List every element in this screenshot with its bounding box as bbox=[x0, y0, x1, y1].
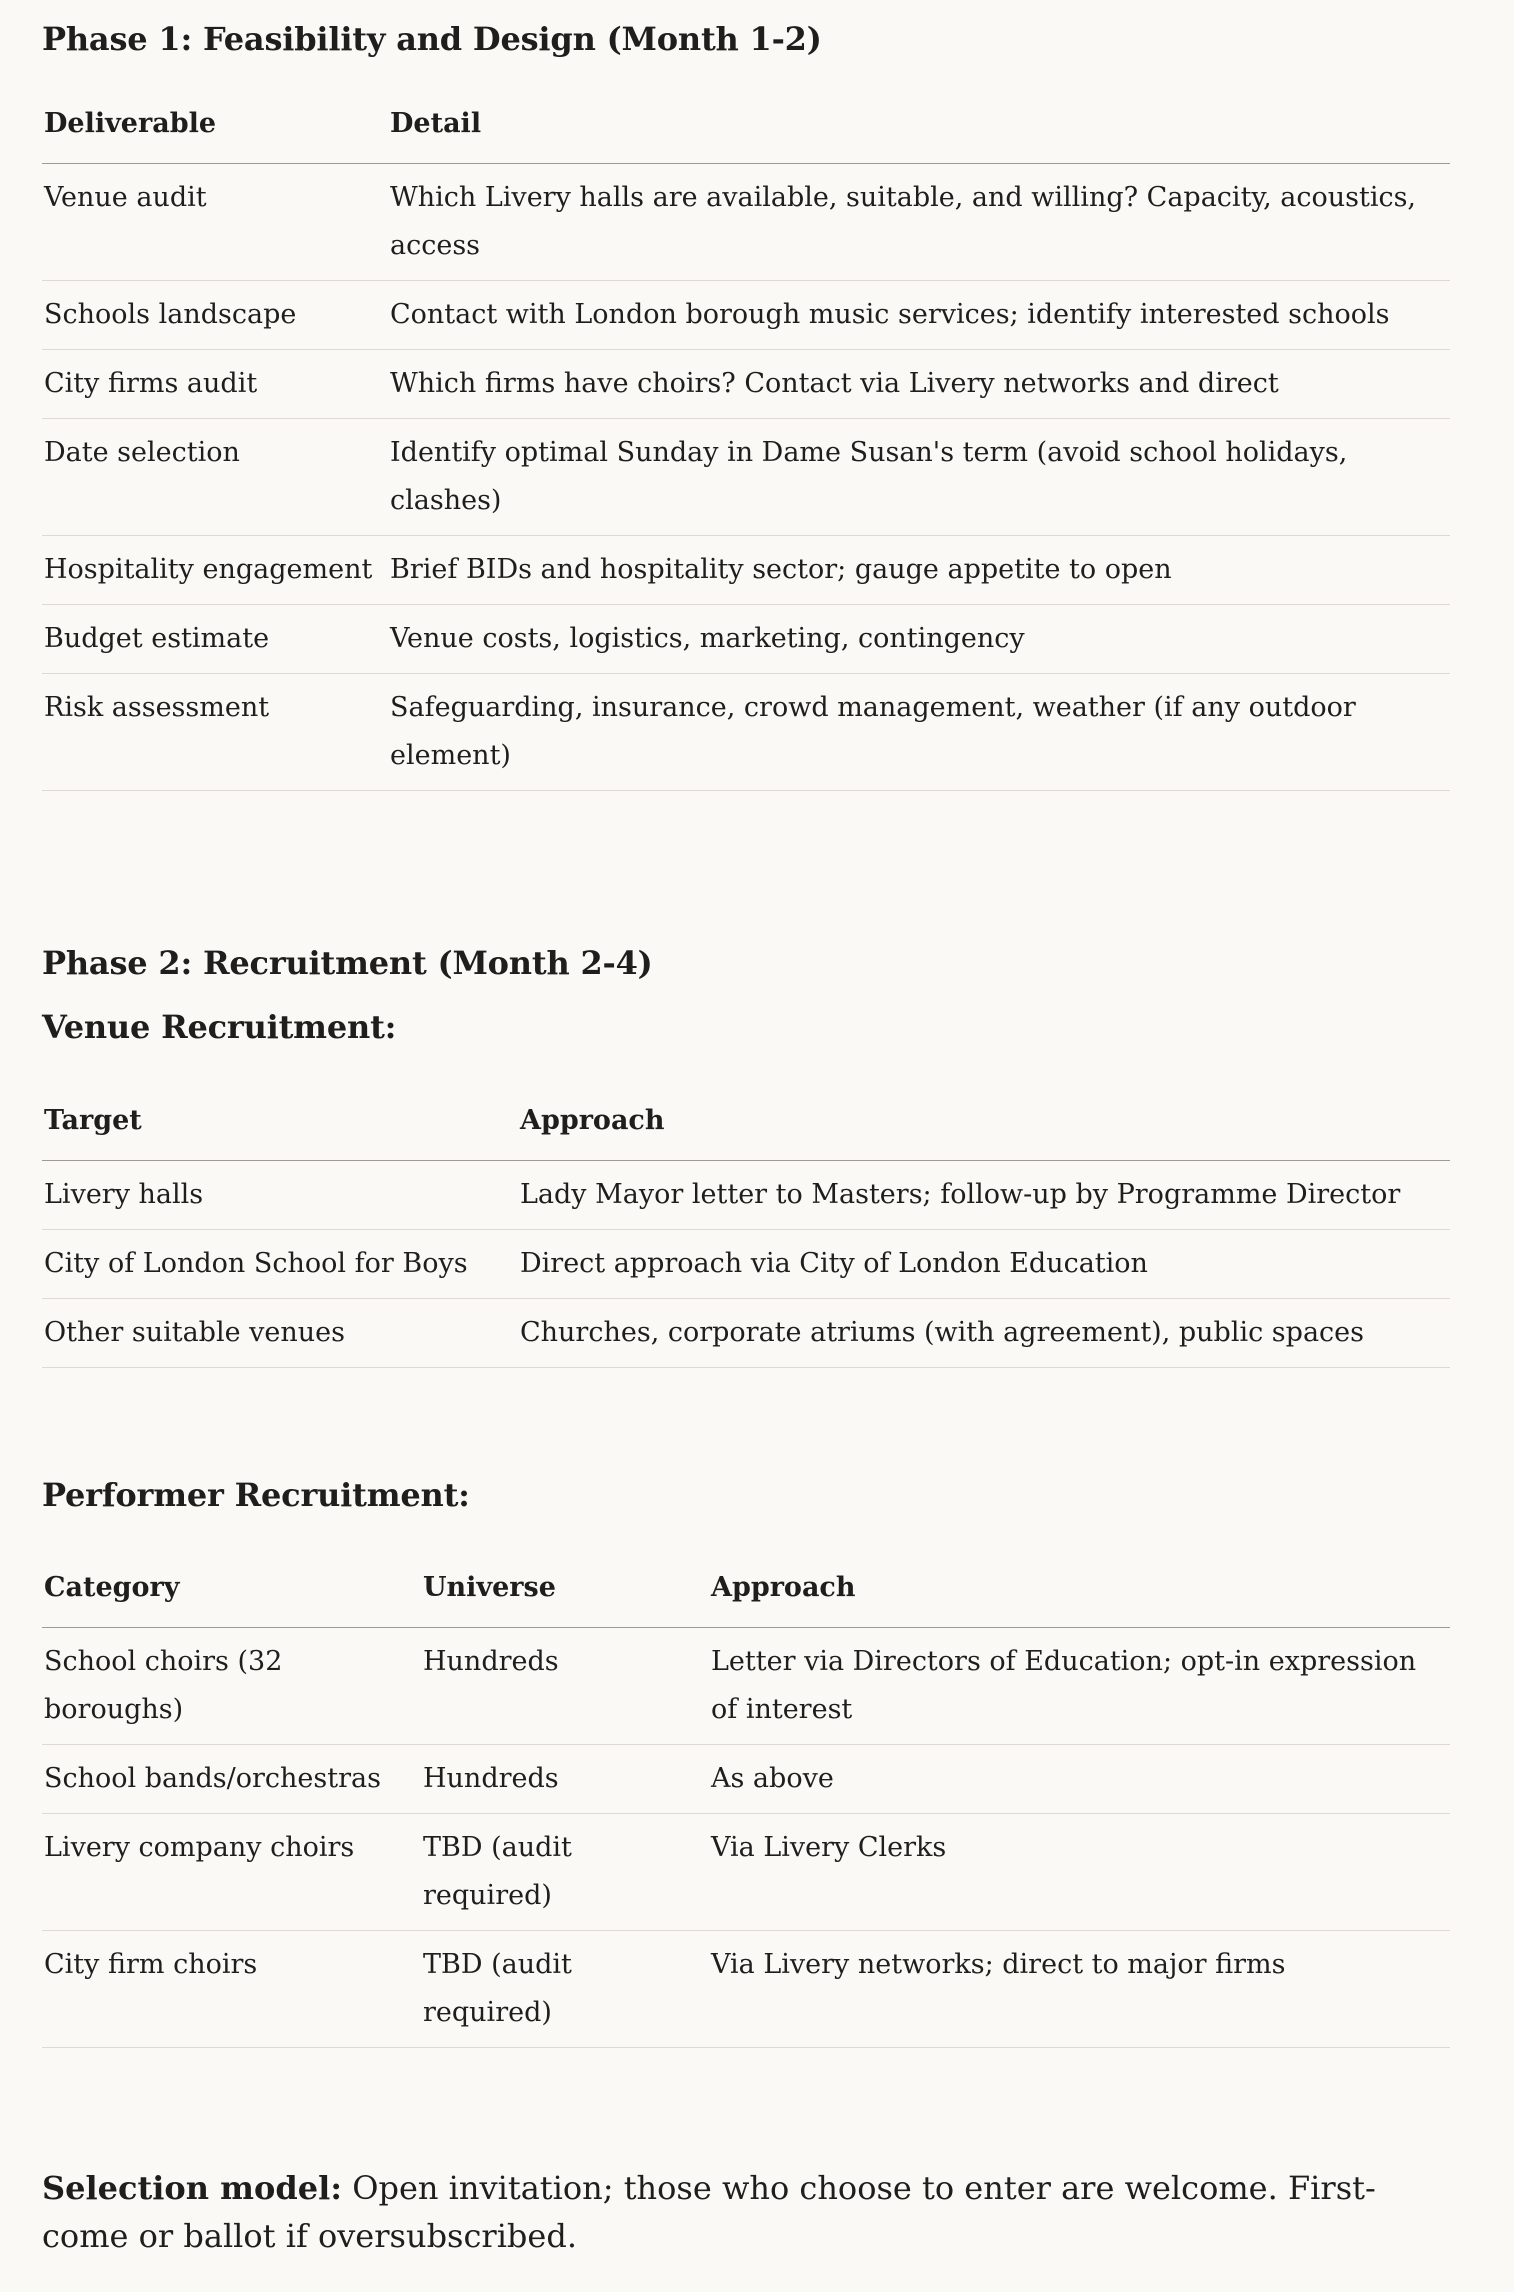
table-cell: Schools landscape bbox=[42, 281, 388, 350]
table-row bbox=[42, 419, 1450, 536]
table-cell: Livery halls bbox=[42, 1161, 518, 1230]
table-row bbox=[42, 164, 1450, 281]
column-header: Deliverable bbox=[42, 83, 388, 164]
table-cell: Hundreds bbox=[421, 1628, 709, 1745]
table-row bbox=[42, 536, 1450, 605]
table-cell: Lady Mayor letter to Masters; follow-up by Programme Director bbox=[518, 1161, 1450, 1230]
table-row bbox=[42, 350, 1450, 419]
table-cell: City of London School for Boys bbox=[42, 1230, 518, 1299]
table-cell: Letter via Directors of Education; opt-in expression of interest bbox=[709, 1628, 1450, 1745]
table-cell: School choirs (32 boroughs) bbox=[42, 1628, 421, 1745]
table-row bbox=[42, 1628, 1450, 1745]
table-cell: Livery company choirs bbox=[42, 1814, 421, 1931]
table-cell: Contact with London borough music services; identify interested schools bbox=[388, 281, 1450, 350]
table-cell: Which firms have choirs? Contact via Livery networks and direct bbox=[388, 350, 1450, 419]
phase1-heading: Phase 1: Feasibility and Design (Month 1-2) bbox=[42, 20, 822, 58]
table-cell: Brief BIDs and hospitality sector; gauge appetite to open bbox=[388, 536, 1450, 605]
table-cell: Venue costs, logistics, marketing, contingency bbox=[388, 605, 1450, 674]
table-row bbox=[42, 1814, 1450, 1931]
table-cell: Other suitable venues bbox=[42, 1299, 518, 1368]
column-header: Detail bbox=[388, 83, 1450, 164]
table-cell: Date selection bbox=[42, 419, 388, 536]
table-cell: As above bbox=[709, 1745, 1450, 1814]
selection-model-label: Selection model: bbox=[42, 2169, 343, 2207]
table-cell: Via Livery Clerks bbox=[709, 1814, 1450, 1931]
table-header-row bbox=[42, 1547, 1450, 1628]
table-cell: Hospitality engagement bbox=[42, 536, 388, 605]
table-row bbox=[42, 1299, 1450, 1368]
column-header: Category bbox=[42, 1547, 421, 1628]
table-cell: Direct approach via City of London Education bbox=[518, 1230, 1450, 1299]
performer-recruitment-heading: Performer Recruitment: bbox=[42, 1476, 470, 1514]
column-header: Approach bbox=[709, 1547, 1450, 1628]
table-cell: Risk assessment bbox=[42, 674, 388, 791]
table-row bbox=[42, 674, 1450, 791]
venue-recruitment-table bbox=[42, 1080, 1450, 1368]
table-cell: School bands/orchestras bbox=[42, 1745, 421, 1814]
venue-recruitment-heading: Venue Recruitment: bbox=[42, 1008, 397, 1046]
table-cell: Hundreds bbox=[421, 1745, 709, 1814]
selection-model-paragraph bbox=[42, 2164, 1450, 2260]
table-row bbox=[42, 1161, 1450, 1230]
table-row bbox=[42, 281, 1450, 350]
table-cell: Which Livery halls are available, suitable, and willing? Capacity, acoustics, access bbox=[388, 164, 1450, 281]
table-row bbox=[42, 1931, 1450, 2048]
table-cell: Safeguarding, insurance, crowd management, weather (if any outdoor element) bbox=[388, 674, 1450, 791]
phase2-heading: Phase 2: Recruitment (Month 2-4) bbox=[42, 944, 653, 982]
table-cell: Budget estimate bbox=[42, 605, 388, 674]
table-cell: Venue audit bbox=[42, 164, 388, 281]
table-header-row bbox=[42, 1080, 1450, 1161]
column-header: Target bbox=[42, 1080, 518, 1161]
table-row bbox=[42, 1745, 1450, 1814]
table-cell: Churches, corporate atriums (with agreement), public spaces bbox=[518, 1299, 1450, 1368]
table-header-row bbox=[42, 83, 1450, 164]
table-row bbox=[42, 1230, 1450, 1299]
selection-model-text: Open invitation; those who choose to enter are welcome. First-come or ballot if oversubscribed. bbox=[42, 2169, 1376, 2255]
performer-recruitment-table bbox=[42, 1547, 1450, 2048]
table-cell: Via Livery networks; direct to major firms bbox=[709, 1931, 1450, 2048]
table-cell: City firm choirs bbox=[42, 1931, 421, 2048]
phase1-table bbox=[42, 83, 1450, 791]
table-cell: TBD (audit required) bbox=[421, 1814, 709, 1931]
table-cell: City firms audit bbox=[42, 350, 388, 419]
table-cell: Identify optimal Sunday in Dame Susan's term (avoid school holidays, clashes) bbox=[388, 419, 1450, 536]
table-cell: TBD (audit required) bbox=[421, 1931, 709, 2048]
column-header: Approach bbox=[518, 1080, 1450, 1161]
table-row bbox=[42, 605, 1450, 674]
column-header: Universe bbox=[421, 1547, 709, 1628]
